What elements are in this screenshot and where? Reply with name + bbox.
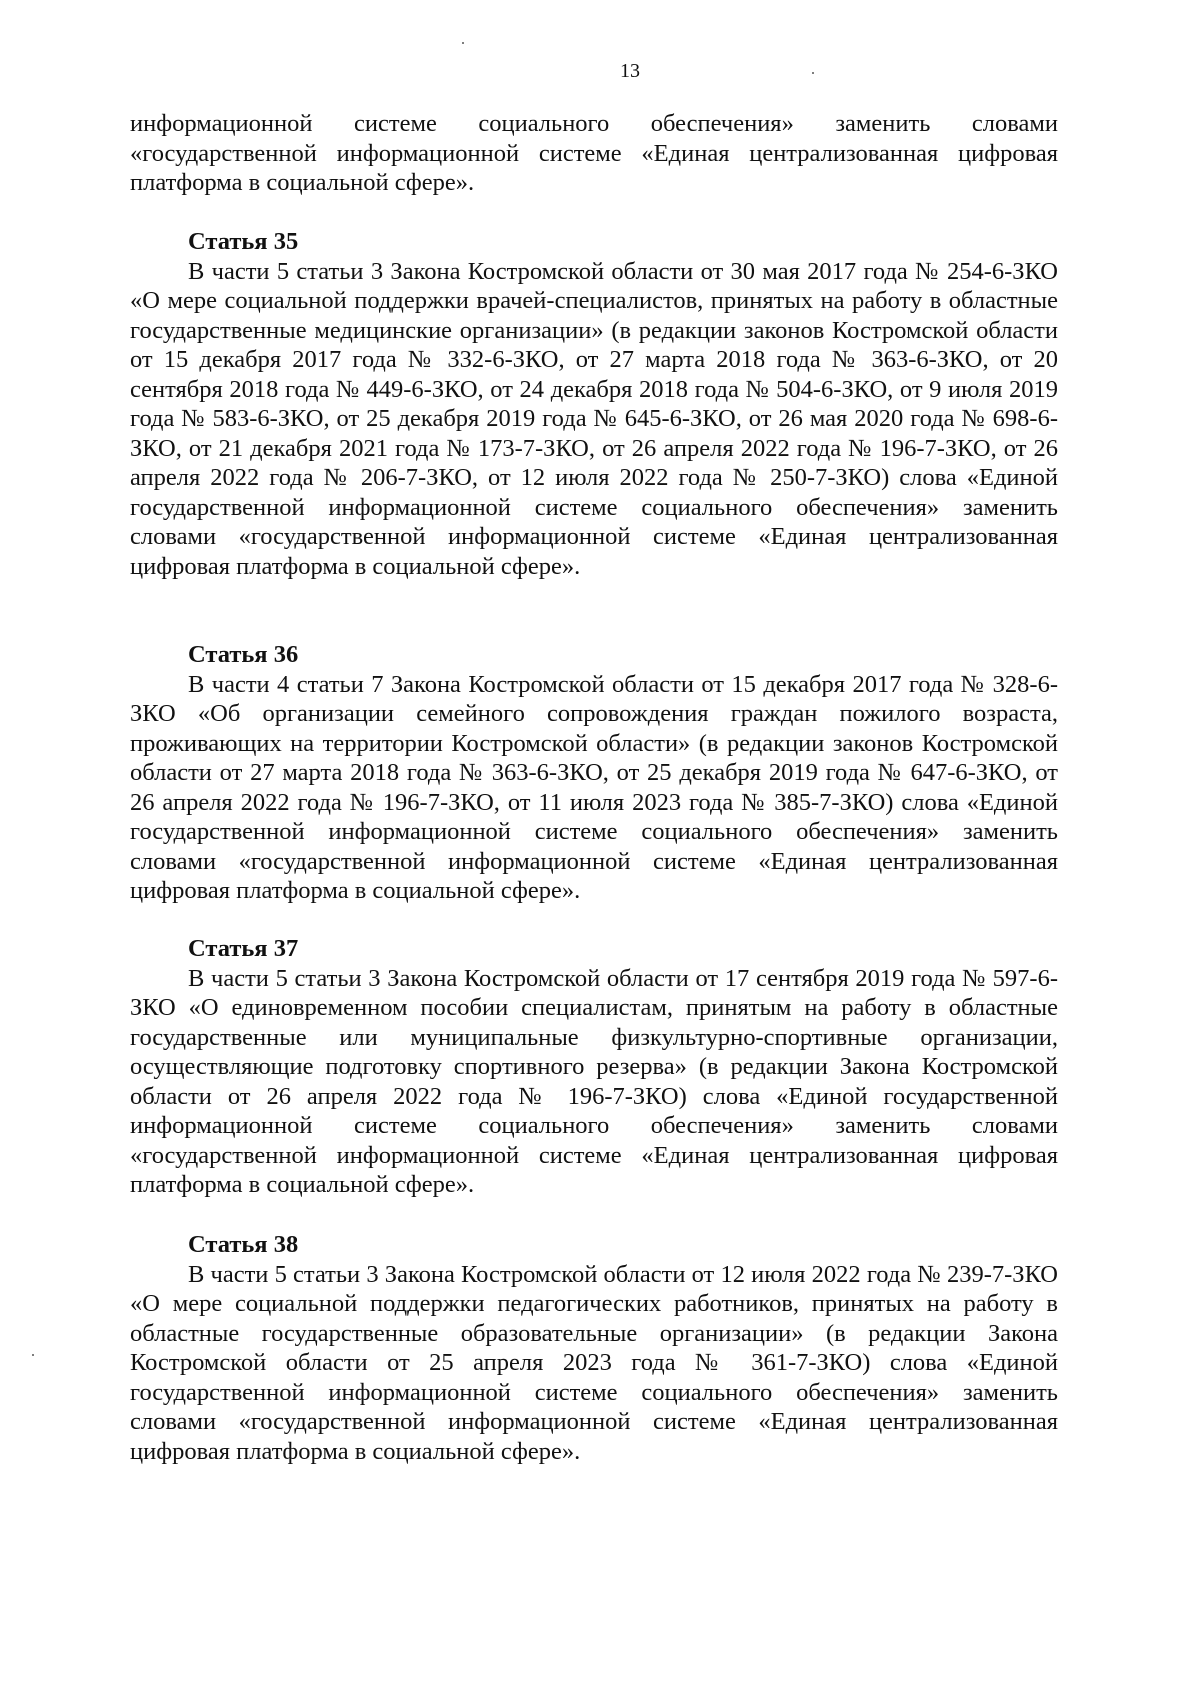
intro-text: информационной системе социального обеспечения» заменить словами «государственной информационной системе «Единая централизованная цифровая платформа в социальной сфере».: [130, 110, 1058, 196]
scan-speck: [812, 72, 814, 74]
scan-speck: [462, 42, 464, 44]
article-title: Статья 36: [188, 641, 299, 668]
intro-paragraph: [130, 109, 1058, 198]
article-38: [130, 1230, 1058, 1466]
article-37: [130, 934, 1058, 1200]
article-title: Статья 37: [188, 935, 299, 962]
article-body: В части 4 статьи 7 Закона Костромской области от 15 декабря 2017 года № 328-6-ЗКО «Об организации семейного сопровождения граждан пожилого возраста, проживающих на территории Костромской области» (в редакции законов Костромской области от 27 марта 2018 года № 363-6-ЗКО, от 25 декабря 2019 года № 647-6-ЗКО, от 26 апреля 2022 года № 196-7-ЗКО, от 11 июля 2023 года № 385-7-ЗКО) слова «Единой государственной информационной системе социального обеспечения» заменить словами «государственной информационной системе «Единая централизованная цифровая платформа в социальной сфере».: [130, 670, 1058, 904]
page-number: 13: [620, 60, 640, 82]
article-title: Статья 38: [188, 1231, 299, 1258]
article-title: Статья 35: [188, 228, 299, 255]
article-35: [130, 227, 1058, 581]
article-body: В части 5 статьи 3 Закона Костромской области от 30 мая 2017 года № 254-6-ЗКО «О мере социальной поддержки врачей-специалистов, принятых на работу в областные государственные медицинские организации» (в редакции законов Костромской области от 15 декабря 2017 года № 332-6-ЗКО, от 27 марта 2018 года № 363-6-ЗКО, от 20 сентября 2018 года № 449-6-ЗКО, от 24 декабря 2018 года № 504-6-ЗКО, от 9 июля 2019 года № 583-6-ЗКО, от 25 декабря 2019 года № 645-6-ЗКО, от 26 мая 2020 года № 698-6-ЗКО, от 21 декабря 2021 года № 173-7-ЗКО, от 26 апреля 2022 года № 196-7-ЗКО, от 26 апреля 2022 года № 206-7-ЗКО, от 12 июля 2022 года № 250-7-ЗКО) слова «Единой государственной информационной системе социального обеспечения» заменить словами «государственной информационной системе «Единая централизованная цифровая платформа в социальной сфере».: [130, 257, 1058, 580]
scan-speck: [32, 1354, 34, 1356]
article-body: В части 5 статьи 3 Закона Костромской области от 17 сентября 2019 года № 597-6-ЗКО «О единовременном пособии специалистам, принятым на работу в областные государственные или муниципальные физкультурно-спортивные организации, осуществляющие подготовку спортивного резерва» (в редакции Закона Костромской области от 26 апреля 2022 года № 196-7-ЗКО) слова «Единой государственной информационной системе социального обеспечения» заменить словами «государственной информационной системе «Единая централизованная цифровая платформа в социальной сфере».: [130, 964, 1058, 1198]
article-36: [130, 640, 1058, 906]
article-body: В части 5 статьи 3 Закона Костромской области от 12 июля 2022 года № 239-7-ЗКО «О мере социальной поддержки педагогических работников, принятых на работу в областные государственные образовательные организации» (в редакции Закона Костромской области от 25 апреля 2023 года № 361-7-ЗКО) слова «Единой государственной информационной системе социального обеспечения» заменить словами «государственной информационной системе «Единая централизованная цифровая платформа в социальной сфере».: [130, 1260, 1058, 1465]
